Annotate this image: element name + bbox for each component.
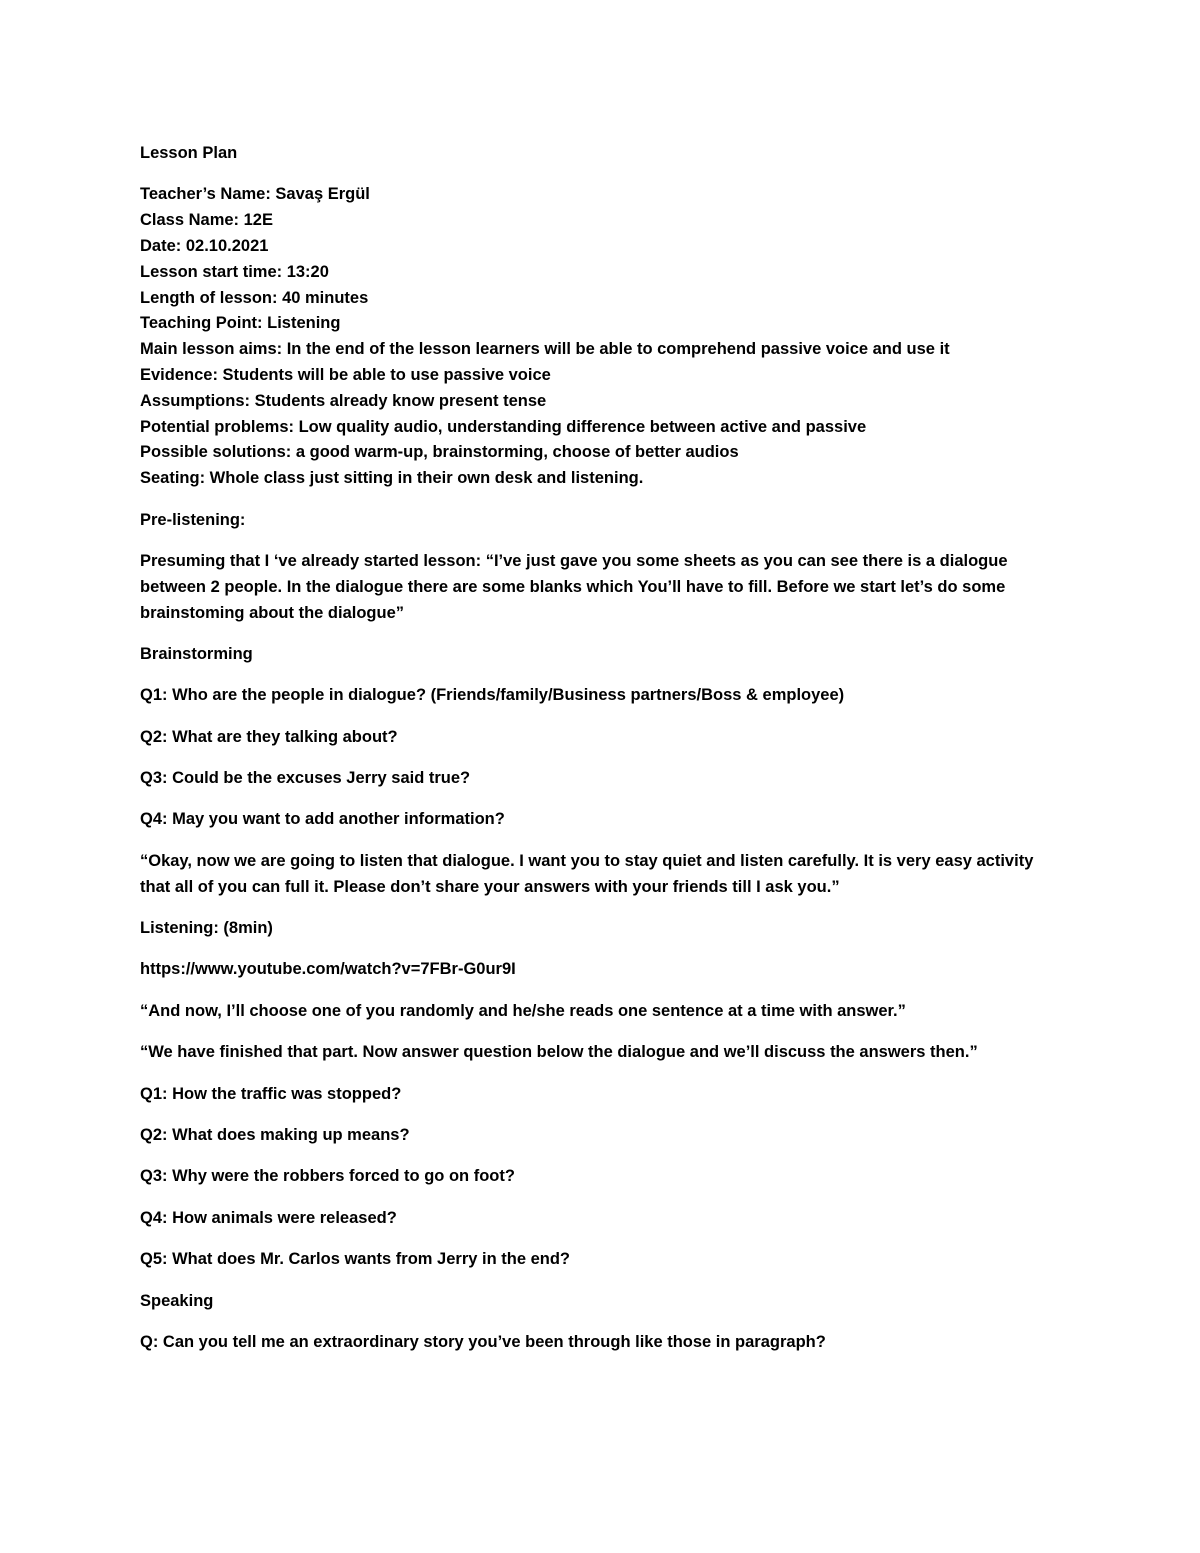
listening-quote: “We have finished that part. Now answer question below the dialogue and we’ll discuss the answers then.”: [140, 1043, 978, 1062]
brainstorming-question: Q4: May you want to add another information?: [140, 810, 505, 829]
instruction-line: “Okay, now we are going to listen that dialogue. I want you to stay quiet and listen carefully. It is very easy activity: [140, 851, 1034, 870]
listening-question: Q3: Why were the robbers forced to go on foot?: [140, 1167, 515, 1186]
lesson-length: Length of lesson: 40 minutes: [140, 288, 369, 307]
pre-listening-line: between 2 people. In the dialogue there are some blanks which You’ll have to fill. Before we start let’s do some: [140, 577, 1006, 596]
potential-problems: Potential problems: Low quality audio, understanding difference between active and passive: [140, 417, 867, 436]
evidence: Evidence: Students will be able to use passive voice: [140, 365, 551, 384]
pre-listening-paragraph: [140, 549, 1060, 626]
speaking-heading: Speaking: [140, 1291, 214, 1310]
possible-solutions: Possible solutions: a good warm-up, brainstorming, choose of better audios: [140, 443, 739, 462]
listening-question: Q5: What does Mr. Carlos wants from Jerry in the end?: [140, 1250, 570, 1269]
document-title: Lesson Plan: [140, 144, 238, 162]
pre-listening-line: Presuming that I ‘ve already started lesson: “I’ve just gave you some sheets as you can see there is a dialogue: [140, 551, 1008, 570]
lesson-info: [140, 182, 1060, 492]
main-lesson-aims: Main lesson aims: In the end of the lesson learners will be able to comprehend passive voice and use it: [140, 340, 950, 359]
pre-listening-line: brainstoming about the dialogue”: [140, 603, 404, 622]
teacher-name: Teacher’s Name: Savaş Ergül: [140, 185, 370, 204]
youtube-link[interactable]: https://www.youtube.com/watch?v=7FBr-G0ur9I: [140, 960, 516, 979]
assumptions: Assumptions: Students already know present tense: [140, 391, 547, 410]
brainstorming-question: Q3: Could be the excuses Jerry said true?: [140, 769, 471, 788]
document-body: [140, 141, 1060, 1356]
speaking-question: Q: Can you tell me an extraordinary story you’ve been through like those in paragraph?: [140, 1332, 826, 1351]
teaching-point: Teaching Point: Listening: [140, 314, 341, 333]
instruction-paragraph: [140, 849, 1060, 901]
seating: Seating: Whole class just sitting in their own desk and listening.: [140, 469, 644, 488]
instruction-line: that all of you can full it. Please don’t share your answers with your friends till I ask you.”: [140, 877, 840, 896]
class-name: Class Name: 12E: [140, 211, 273, 230]
listening-question: Q1: How the traffic was stopped?: [140, 1084, 402, 1103]
lesson-date: Date: 02.10.2021: [140, 236, 269, 255]
listening-question: Q2: What does making up means?: [140, 1126, 410, 1145]
brainstorming-heading: Brainstorming: [140, 644, 253, 663]
listening-quote: “And now, I’ll choose one of you randomly and he/she reads one sentence at a time with answer.”: [140, 1001, 906, 1020]
listening-question: Q4: How animals were released?: [140, 1208, 397, 1227]
pre-listening-heading: Pre-listening:: [140, 510, 246, 529]
brainstorming-question: Q1: Who are the people in dialogue? (Friends/family/Business partners/Boss & employee): [140, 686, 845, 705]
listening-heading: Listening: (8min): [140, 919, 273, 938]
brainstorming-question: Q2: What are they talking about?: [140, 727, 398, 746]
lesson-start-time: Lesson start time: 13:20: [140, 262, 329, 281]
